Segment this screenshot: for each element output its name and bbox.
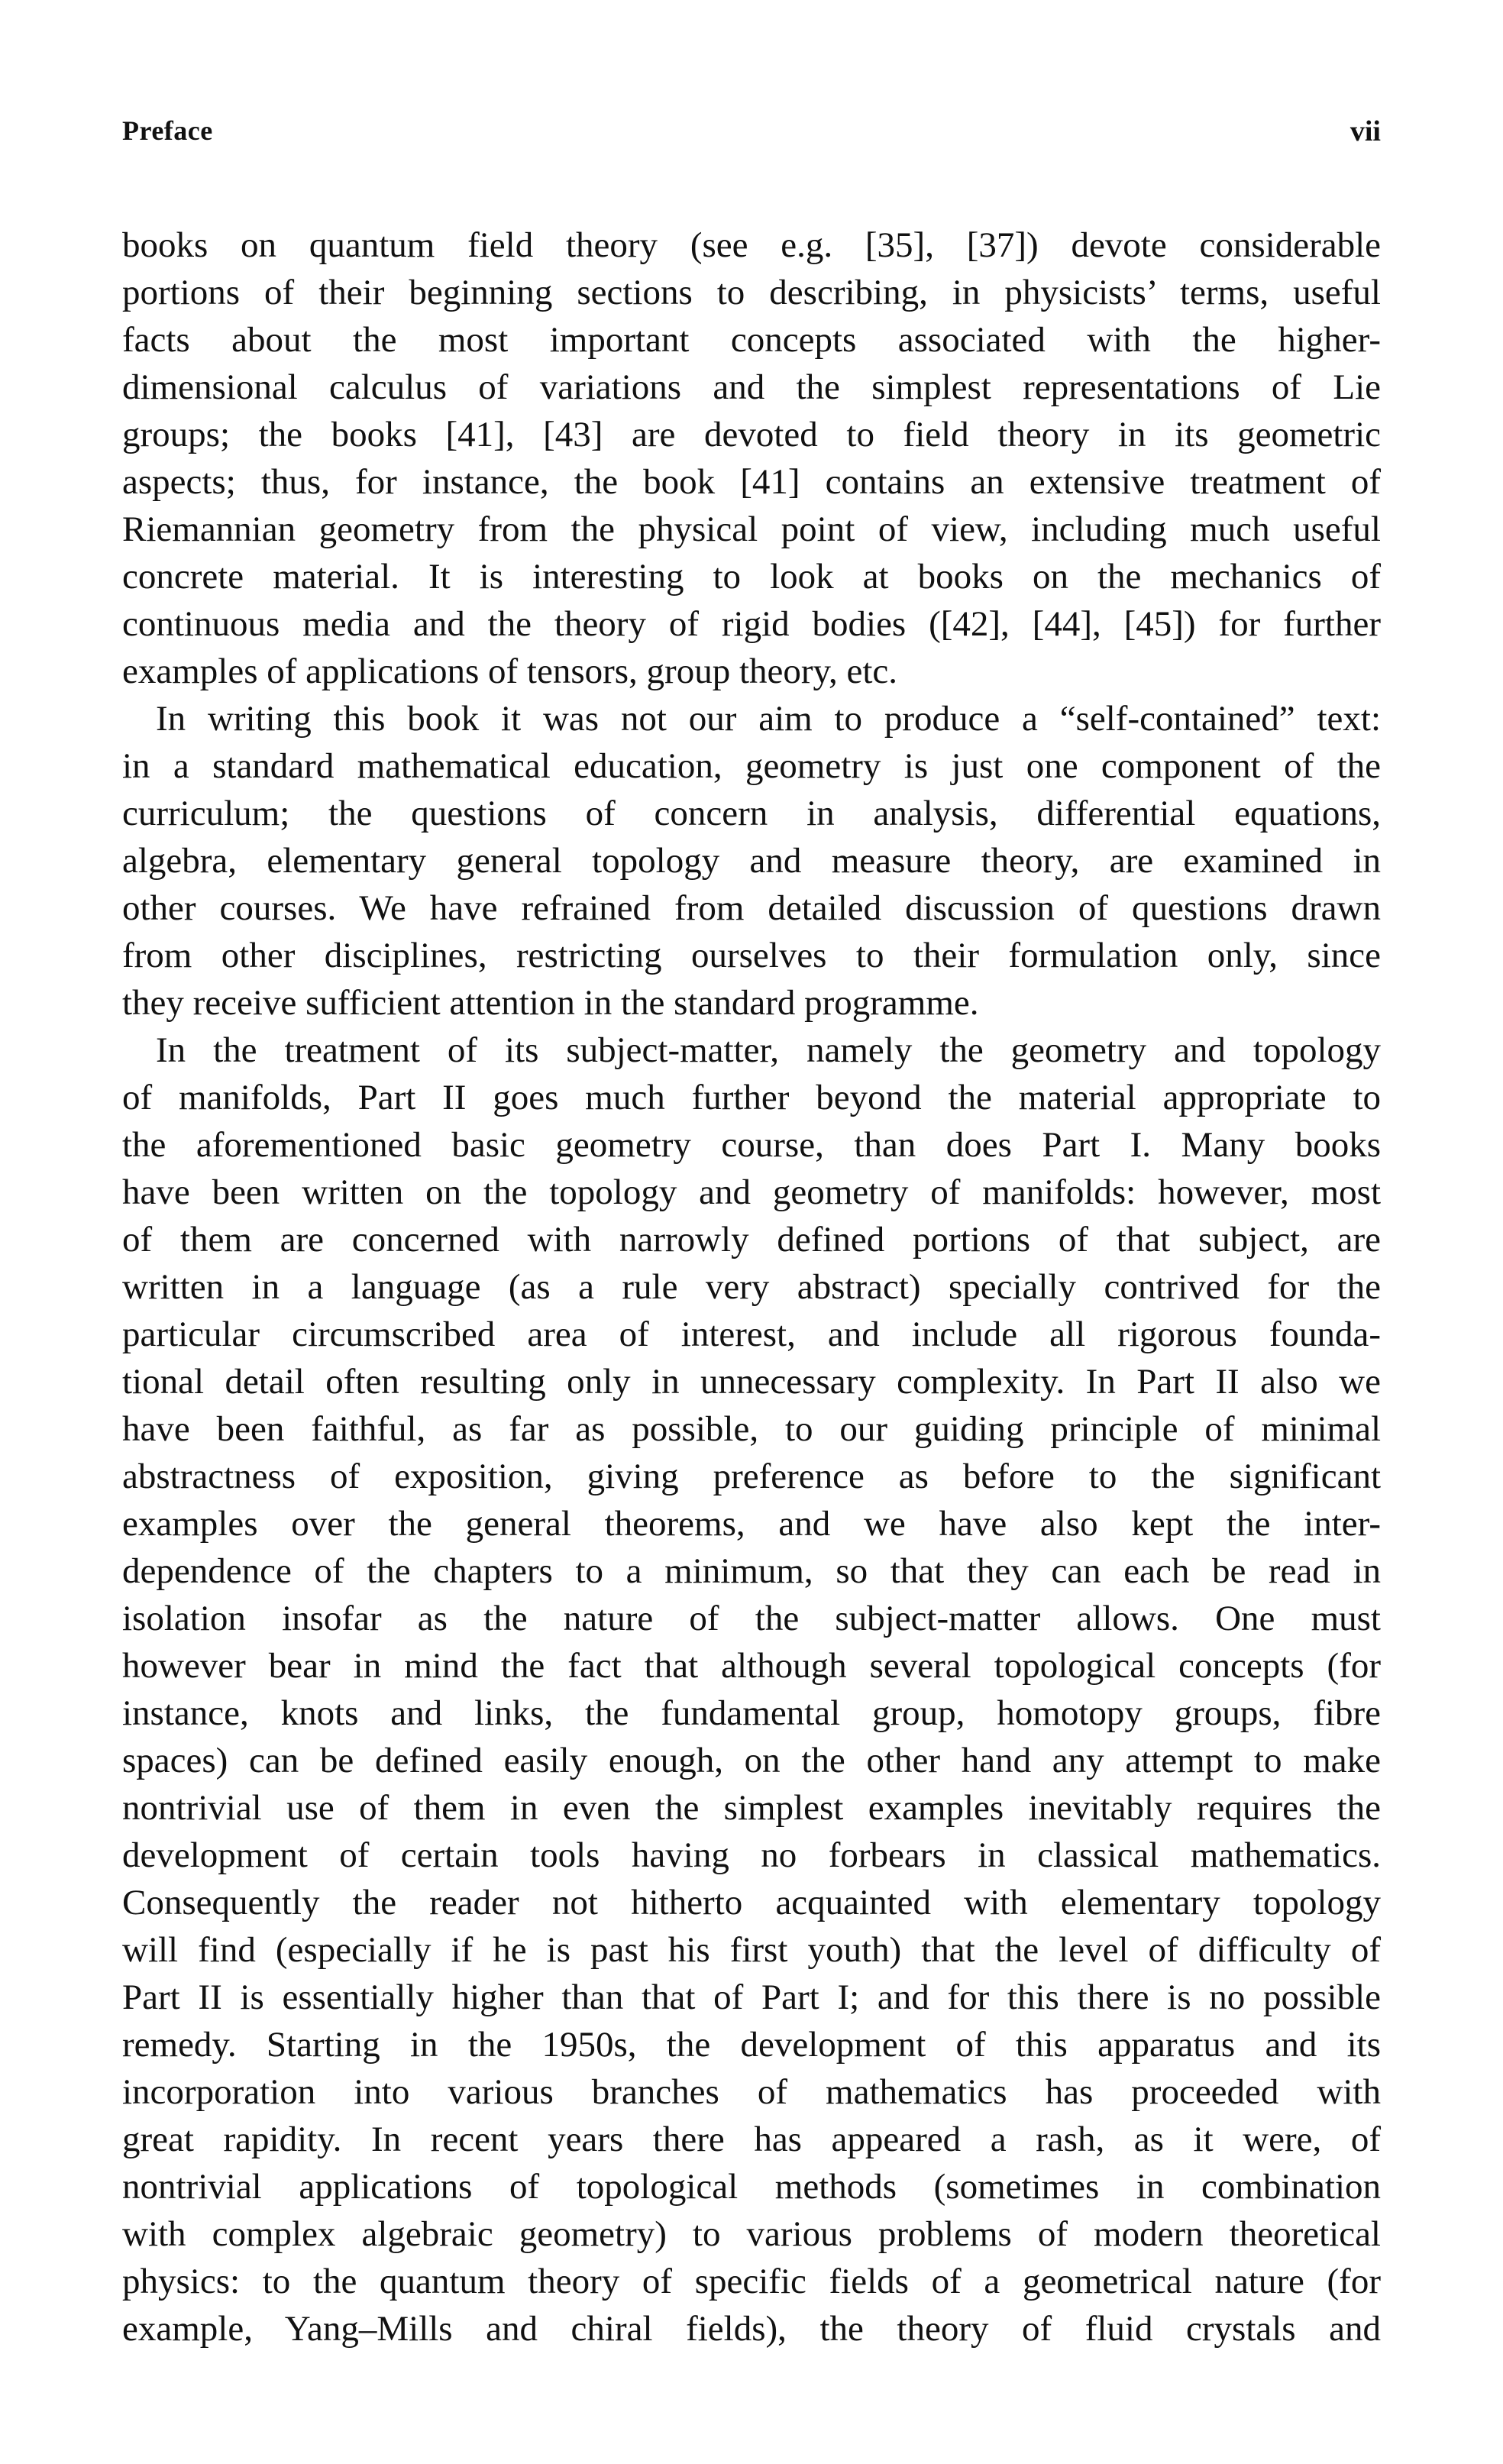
text-line: written in a language (as a rule very abstract) specially contrived for the xyxy=(122,1267,1381,1307)
text-line: concrete material. It is interesting to look at books on the mechanics of xyxy=(122,557,1381,597)
text-line: however bear in mind the fact that although several topological concepts (for xyxy=(122,1646,1381,1686)
text-line: have been written on the topology and geometry of manifolds: however, most xyxy=(122,1172,1381,1212)
paragraph-3 xyxy=(122,1027,1381,2352)
paragraph-2 xyxy=(122,695,1381,1027)
text-line: examples over the general theorems, and we have also kept the inter- xyxy=(122,1504,1381,1544)
text-line: the aforementioned basic geometry course, than does Part I. Many books xyxy=(122,1125,1381,1165)
text-line: will find (especially if he is past his first youth) that the level of difficulty of xyxy=(122,1930,1381,1970)
text-line: dimensional calculus of variations and the simplest representations of Lie xyxy=(122,367,1381,407)
text-line: tional detail often resulting only in unnecessary complexity. In Part II also we xyxy=(122,1362,1381,1402)
text-line: development of certain tools having no forbears in classical mathematics. xyxy=(122,1835,1381,1875)
text-line: continuous media and the theory of rigid bodies ([42], [44], [45]) for further xyxy=(122,604,1381,644)
text-line: particular circumscribed area of interest, and include all rigorous founda- xyxy=(122,1314,1381,1354)
body-text xyxy=(122,222,1381,2352)
paragraph-1 xyxy=(122,222,1381,695)
text-line: instance, knots and links, the fundamental group, homotopy groups, fibre xyxy=(122,1693,1381,1733)
text-line: of them are concerned with narrowly defined portions of that subject, are xyxy=(122,1220,1381,1259)
text-line: dependence of the chapters to a minimum, so that they can each be read in xyxy=(122,1551,1381,1591)
text-line: incorporation into various branches of mathematics has proceeded with xyxy=(122,2072,1381,2112)
text-line: Part II is essentially higher than that of Part I; and for this there is no possible xyxy=(122,1977,1381,2017)
text-line: groups; the books [41], [43] are devoted to field theory in its geometric xyxy=(122,415,1381,454)
text-line: In the treatment of its subject-matter, namely the geometry and topology xyxy=(156,1030,1381,1070)
page-number: vii xyxy=(1349,115,1381,147)
text-line: nontrivial use of them in even the simplest examples inevitably requires the xyxy=(122,1788,1381,1828)
text-line: portions of their beginning sections to describing, in physicists’ terms, useful xyxy=(122,273,1381,312)
text-line: books on quantum field theory (see e.g. [35], [37]) devote considerable xyxy=(122,225,1381,265)
text-line: from other disciplines, restricting ourselves to their formulation only, since xyxy=(122,936,1381,975)
text-line: algebra, elementary general topology and measure theory, are examined in xyxy=(122,841,1381,881)
text-line: in a standard mathematical education, geometry is just one component of the xyxy=(122,746,1381,786)
text-line: of manifolds, Part II goes much further beyond the material appropriate to xyxy=(122,1078,1381,1117)
text-line: they receive sufficient attention in the standard programme. xyxy=(122,983,979,1023)
text-line: great rapidity. In recent years there has appeared a rash, as it were, of xyxy=(122,2120,1381,2159)
text-line: Consequently the reader not hitherto acquainted with elementary topology xyxy=(122,1883,1381,1922)
text-line: examples of applications of tensors, group theory, etc. xyxy=(122,652,897,691)
text-line: remedy. Starting in the 1950s, the development of this apparatus and its xyxy=(122,2025,1381,2065)
text-line: spaces) can be defined easily enough, on the other hand any attempt to make xyxy=(122,1741,1381,1780)
section-title: Preface xyxy=(122,115,213,146)
book-page xyxy=(122,0,1381,2464)
text-line: facts about the most important concepts associated with the higher- xyxy=(122,320,1381,360)
text-line: curriculum; the questions of concern in analysis, differential equations, xyxy=(122,794,1381,833)
running-head xyxy=(122,115,1381,160)
text-line: have been faithful, as far as possible, to our guiding principle of minimal xyxy=(122,1409,1381,1449)
text-line: isolation insofar as the nature of the subject-matter allows. One must xyxy=(122,1599,1381,1638)
text-line: other courses. We have refrained from detailed discussion of questions drawn xyxy=(122,888,1381,928)
text-line: with complex algebraic geometry) to various problems of modern theoretical xyxy=(122,2214,1381,2254)
text-line: aspects; thus, for instance, the book [41] contains an extensive treatment of xyxy=(122,462,1381,502)
text-line: abstractness of exposition, giving preference as before to the significant xyxy=(122,1457,1381,1496)
text-line: physics: to the quantum theory of specific fields of a geometrical nature (for xyxy=(122,2262,1381,2301)
text-line: Riemannian geometry from the physical point of view, including much useful xyxy=(122,509,1381,549)
text-line: example, Yang–Mills and chiral fields), the theory of fluid crystals and xyxy=(122,2309,1381,2349)
text-line: In writing this book it was not our aim to produce a “self-contained” text: xyxy=(156,699,1381,739)
text-line: nontrivial applications of topological methods (sometimes in combination xyxy=(122,2167,1381,2207)
